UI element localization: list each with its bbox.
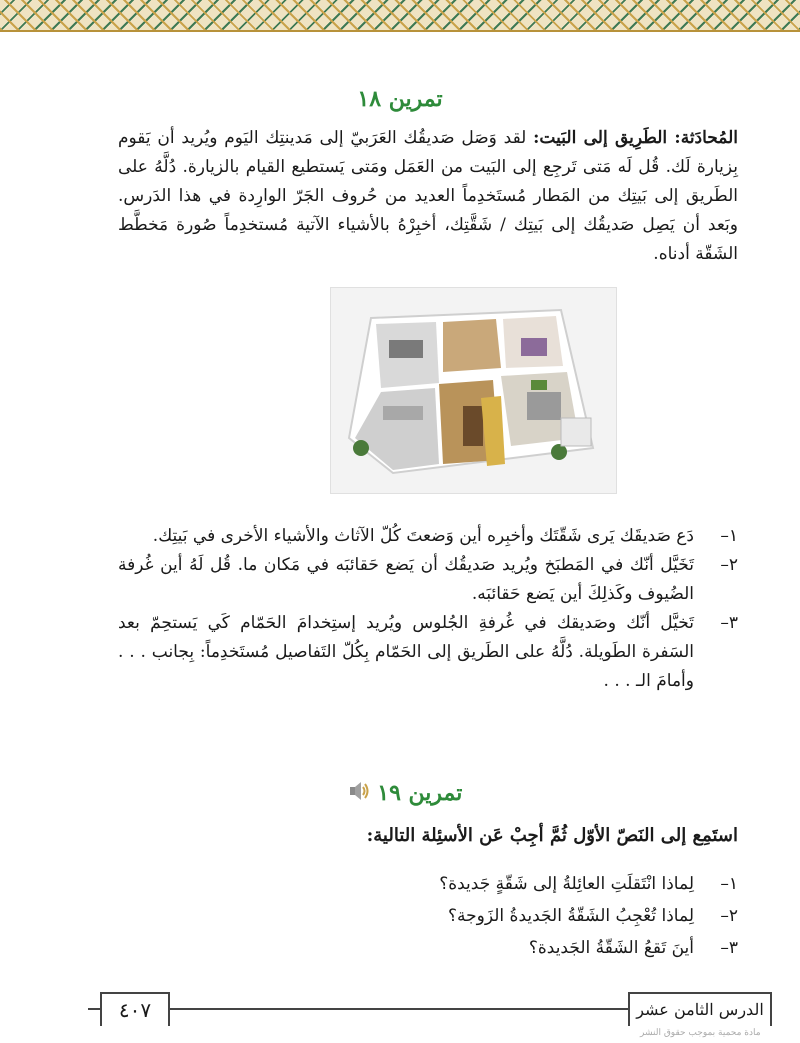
exercise-19-instruction: استَمِع إلى النَصّ الأوّل ثُمَّ أجِبْ عَن الأسئِلة التالية: (366, 825, 738, 846)
item-number: ٢– (720, 555, 738, 575)
exercise-19-questions (118, 868, 738, 964)
conversation-body: لقد وَصَل صَديقُك العَرَبيّ إلى مَدينتِك اليَوم ويُريد أن يَقوم بِزيارة لَك. قُل لَه مَتى تَرجِع إلى البَيت من العَمَل ومَتى يَستطيع القيام بالزيارة. دُلَّهُ على الطَريق إلى بَيتِك من المَطار مُستَخدِماً العديد من حُروف الجَرّ الوارِدة في هذا الدَرس. وبَعد أن يَصِل صَديقُك إلى بَيتِك / شَقَّتِك، أخبِرْهُ بالأشياء الآتية مُستخدِماً صُورة مَخطَّط الشَقّة أدناه. (118, 128, 738, 264)
item-number: ١– (720, 526, 738, 546)
item-text: تَخيَّل أنّك وصَديقك في غُرفةِ الجُلوس ويُريد إستِخدامَ الحَمّام كَي يَستحِمّ بعد السَفرة الطَويلة. دُلَّهُ على الطَريق إلى الحَمّام بِكُلّ التَفاصيل مُستَخدِماً: بِجانب . . . وأمامَ الـ . . . (118, 613, 694, 691)
speaker-icon[interactable] (348, 781, 370, 807)
page-number: ٤٠٧ (100, 992, 170, 1026)
question-text: أينَ تَقعُ الشَقّةُ الجَديدة؟ (528, 938, 694, 958)
list-item (118, 522, 738, 551)
exercise-19-title: تمرين ١٩ (377, 780, 463, 806)
exercise-19-title-row (0, 780, 800, 807)
list-item (118, 932, 738, 964)
item-text: تَخَيَّل أنّك في المَطبَخ ويُريد صَديقُك أن يَضع حَقائبَه في مَكان ما. قُل لَهُ أين غُرفة الضُيوف وكَذلِكَ أين يَضع حَقائبَه. (118, 555, 694, 604)
item-number: ٣– (720, 613, 738, 633)
list-item (118, 900, 738, 932)
lesson-title: الدرس الثامن عشر (628, 992, 772, 1026)
list-item (118, 868, 738, 900)
exercise-18-list (118, 522, 738, 696)
apartment-floor-plan-image (330, 287, 617, 494)
conversation-heading: المُحادَثة: الطَرِيق إلى البَيت: (533, 128, 738, 148)
list-item (118, 551, 738, 609)
copyright-watermark: مادة محمية بموجب حقوق النشر (640, 1028, 761, 1038)
question-number: ١– (720, 874, 738, 894)
question-text: لِماذا تُعْجِبُ الشَقّةُ الجَديدةُ الزَوجة؟ (448, 906, 694, 926)
list-item (118, 609, 738, 696)
decorative-border (0, 0, 800, 32)
question-number: ٣– (720, 938, 738, 958)
exercise-18-title: تمرين ١٨ (357, 86, 443, 112)
exercise-18-paragraph (118, 124, 738, 269)
item-text: دَع صَديقَك يَرى شَقّتَك وأخبِره أين وَضعتَ كُلّ الآثاث والأشياء الأخرى في بَيتِك. (152, 526, 694, 546)
question-number: ٢– (720, 906, 738, 926)
question-text: لِماذا انْتَقلَتِ العائِلةُ إلى شَقّةٍ جَديدة؟ (439, 874, 694, 894)
